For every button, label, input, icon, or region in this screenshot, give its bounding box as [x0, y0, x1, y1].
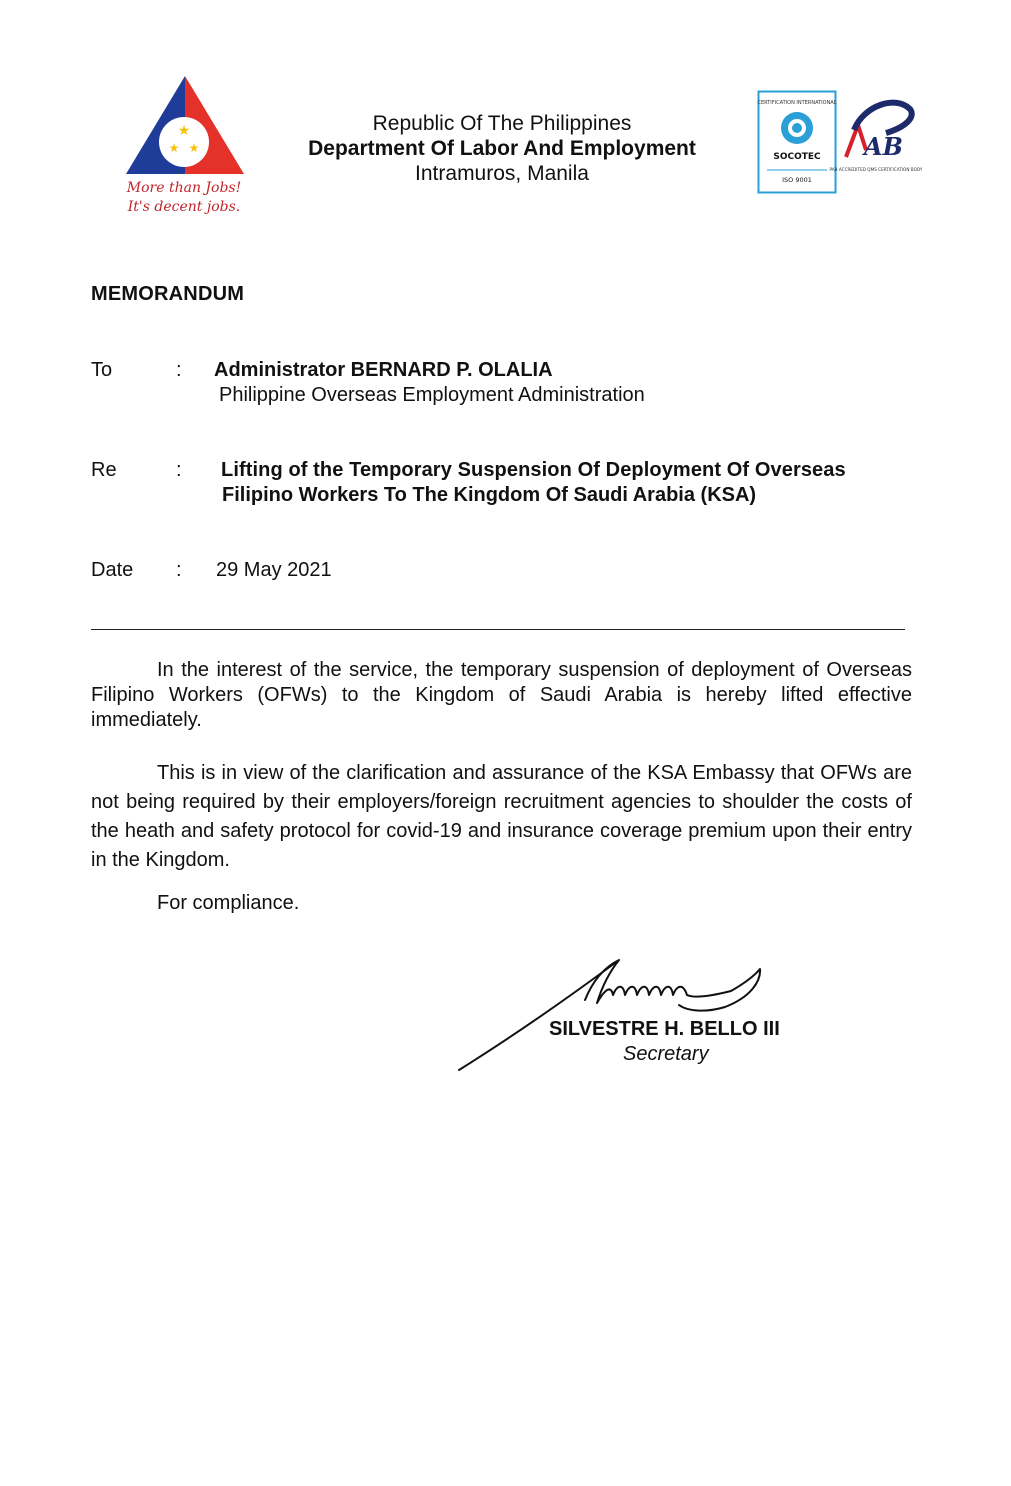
- re-colon: :: [176, 459, 182, 481]
- svg-text:★: ★: [168, 141, 180, 155]
- closing-line: For compliance.: [157, 892, 300, 914]
- re-label: Re: [91, 459, 117, 481]
- svg-text:★: ★: [188, 141, 200, 155]
- date-value: 29 May 2021: [216, 559, 332, 581]
- socotec-iso-logo: [757, 90, 837, 194]
- re-subject-line-2: Filipino Workers To The Kingdom Of Saudi Arabia (KSA): [222, 484, 757, 506]
- to-label: To: [91, 359, 113, 381]
- pab-accreditation-logo: [829, 95, 923, 190]
- signatory-title: Secretary: [623, 1043, 709, 1065]
- header-location: Intramuros, Manila: [415, 162, 589, 185]
- header-republic: Republic Of The Philippines: [372, 112, 632, 135]
- body-paragraph-2: This is in view of the clarification and assurance of the KSA Embassy that OFWs are not being required by their employers/foreign recruitment agencies to shoulder the costs of the heath and safety protocol for covid-19 and insurance coverage premium upon their entry in the Kingdom.: [91, 762, 912, 871]
- body-paragraph-1: In the interest of the service, the temporary suspension of deployment of Overseas Filipino Workers (OFWs) to the Kingdom of Saudi Arabia is hereby lifted effective immediately.: [91, 659, 912, 731]
- dole-tagline-2: It's decent jobs.: [127, 199, 241, 215]
- to-office: Philippine Overseas Employment Administration: [219, 384, 645, 406]
- date-label: Date: [91, 559, 134, 581]
- to-name: Administrator BERNARD P. OLALIA: [214, 359, 553, 381]
- date-colon: :: [176, 559, 182, 581]
- socotec-name: SOCOTEC: [773, 152, 821, 162]
- dole-tagline-1: More than Jobs!: [126, 180, 242, 196]
- memo-title: MEMORANDUM: [91, 283, 245, 305]
- socotec-ring-text: CERTIFICATION INTERNATIONAL: [757, 100, 837, 106]
- signatory-name: SILVESTRE H. BELLO III: [549, 1018, 780, 1040]
- socotec-standard: ISO 9001: [782, 176, 812, 184]
- header-department: Department Of Labor And Employment: [308, 137, 696, 160]
- to-colon: :: [176, 359, 182, 381]
- re-subject-line-1: Lifting of the Temporary Suspension Of Deployment Of Overseas: [221, 459, 846, 481]
- header-separator: [91, 629, 905, 630]
- dole-logo: [118, 74, 258, 224]
- pab-small-text: PAB ACCREDITED QMS CERTIFICATION BODY: [829, 167, 923, 172]
- svg-text:★: ★: [177, 123, 191, 139]
- pab-mark: AB: [864, 132, 903, 161]
